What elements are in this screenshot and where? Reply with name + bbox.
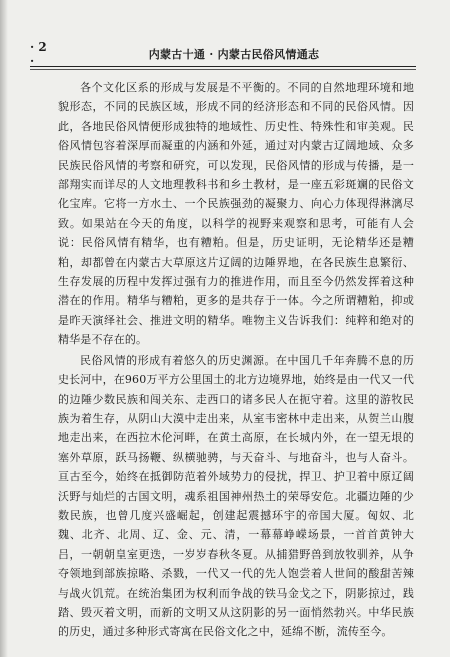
header-rule [30,66,416,67]
page-number: · 2 · [30,40,47,68]
body-text [58,78,414,642]
header-rule-thin [30,69,416,70]
running-title: 内蒙古十通 · 内蒙古民俗风情通志 [148,48,320,61]
paragraph-1: 各个文化区系的形成与发展是不平衡的。不同的自然地理环境和地貌形态，不同的民族区域，形成不同的经济形态和不同的民俗风情。因此，各地民俗风情便形成独特的地域性、历史性、特殊性和审美观。民俗风情包容着深厚而凝重的内涵和外延，通过对内蒙古辽阔地域、众多民族民俗风情的考察和研究，可以发现，民俗风情的形成与传播，是一部翔实而详尽的人文地理教科书和乡土教材，是一座五彩斑斓的民俗文化宝库。它将一方水土、一个民族强劲的凝聚力、向心力体现得淋漓尽致。如果站在今天的角度，以科学的视野来观察和思考，可能有人会说：民俗风情有精华，也有糟粕。但是，历史证明，无论精华还是糟粕，却都曾在内蒙古大草原这片辽阔的边陲界地，在各民族生息繁衍、生存发展的历程中发挥过强有力的推进作用，而且至今仍然发挥着这种潜在的作用。精华与糟粕，更多的是共存于一体。今之所谓糟粕，抑或是昨天演绎社会、推进文明的精华。唯物主义告诉我们：纯粹和绝对的精华是不存在的。 [58,81,414,347]
page-header [30,40,416,68]
page-binding-shadow [0,0,8,657]
paragraph-2: 民俗风情的形成有着悠久的历史渊源。在中国几千年奔腾不息的历史长河中，在960万平方公里国土的北方边境界地，始终是由一代又一代的边陲少数民族和闯关东、走西口的诸多民人在扼守着。这里的游牧民族为着生存，从阴山大漠中走出来，从室韦密林中走出来，从贺兰山腹地走出来，在西拉木伦河畔，在黄土高原，在长城内外，在一望无垠的塞外草原，跃马扬鞭、纵横驰骋，与天奋斗、与地奋斗，也与人奋斗。亘古至今，始终在抵御防范着外域势力的侵扰，捍卫、护卫着中原辽阔沃野与灿烂的古国文明，魂系祖国神州热土的荣辱安危。北疆边陲的少数民族，也曾几度兴盛崛起，创建起震撼环宇的帝国大厦。匈奴、北魏、北齐、北周、辽、金、元、清，一幕幕峥嵘场景，一首首黄钟大吕，一朝朝皇室更迭，一岁岁春秋冬夏。从捕猎野兽到放牧驯养，从争夺领地到部族掠略、杀戮，一代又一代的先人饱尝着人世间的酸甜苦辣与战火饥荒。在统治集团为权利而争战的铁马金戈之下，阴影掠过，践踏、毁灭着文明，而新的文明又从这阴影的另一面悄然勃兴。中华民族的历史，通过多种形式寄寓在民俗文化之中，延绵不断，流传至今。 [58,353,414,639]
